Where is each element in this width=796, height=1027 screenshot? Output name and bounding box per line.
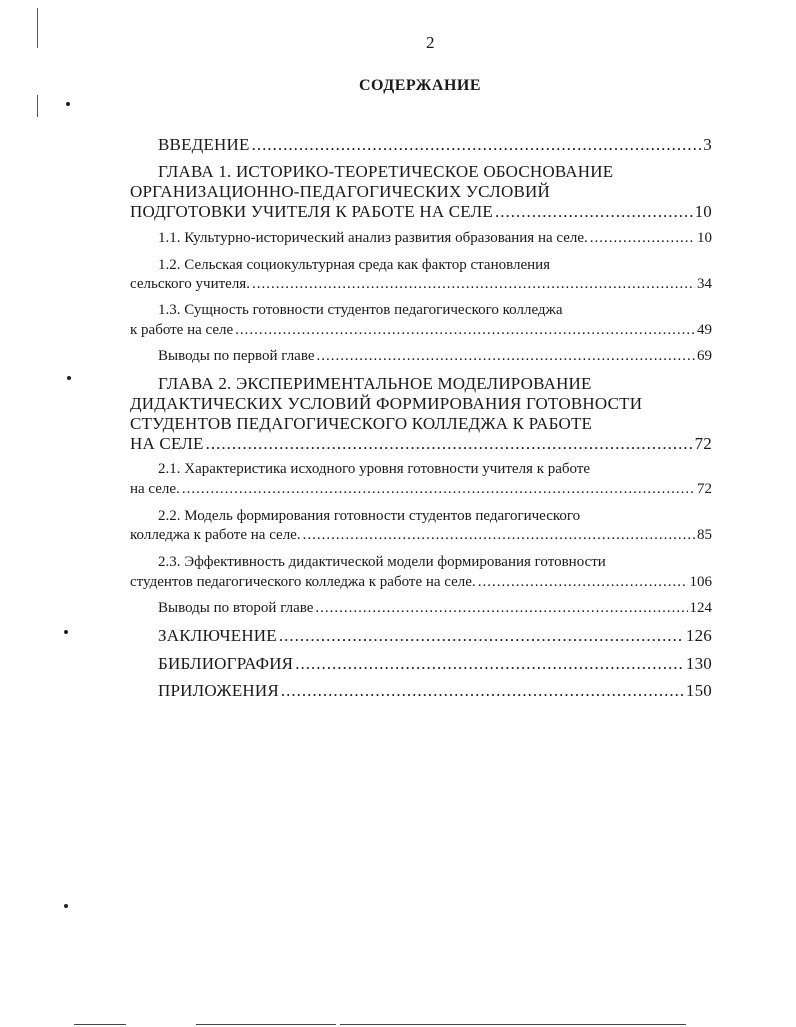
binding-hole-mark [64,630,68,634]
page-title: СОДЕРЖАНИЕ [358,77,482,94]
toc-entry-chapter-2-line-2: ДИДАКТИЧЕСКИХ УСЛОВИЙ ФОРМИРОВАНИЯ ГОТОВНОСТИ [130,394,643,413]
dot-leader [303,527,695,544]
toc-entry-page: 85 [697,527,712,543]
scan-edge-mark [74,1024,126,1025]
toc-entry-conclusion [158,626,712,646]
dot-leader [478,574,688,591]
dot-leader [495,202,693,222]
toc-entry-label: колледжа к работе на селе. [130,527,301,543]
dot-leader [279,626,684,646]
toc-entry-2-2-line-1: 2.2. Модель формирования готовности студентов педагогического [158,508,581,524]
toc-entry-1-3-line-1: 1.3. Сущность готовности студентов педагогического колледжа [158,302,563,318]
toc-entry-2-3-line-1: 2.3. Эффективность дидактической модели формирования готовности [158,554,606,570]
dot-leader [590,230,695,247]
toc-entry-label: студентов педагогического колледжа к работе на селе. [130,574,476,590]
dot-leader [252,276,695,293]
toc-entry-label: ЗАКЛЮЧЕНИЕ [158,626,277,645]
toc-entry-label: БИБЛИОГРАФИЯ [158,654,294,673]
toc-entry-page: 126 [685,626,712,645]
toc-entry-appendices [158,681,712,701]
toc-entry-page: 150 [685,681,712,700]
toc-entry-page: 34 [697,276,712,292]
page-number: 2 [426,33,435,52]
scan-edge-mark [37,8,38,48]
toc-entry-page: 72 [697,481,712,497]
toc-entry-1-1 [158,230,712,247]
toc-entry-chapter-2-line-3: СТУДЕНТОВ ПЕДАГОГИЧЕСКОГО КОЛЛЕДЖА К РАБОТЕ [130,414,593,433]
dot-leader [252,135,702,155]
toc-entry-label: Выводы по первой главе [158,348,315,364]
toc-entry-label: сельского учителя. [130,276,250,292]
dot-leader [235,322,695,339]
toc-entry-label: ВВЕДЕНИЕ [158,135,250,154]
toc-entry-page: 49 [697,322,712,338]
toc-entry-page: 106 [689,574,712,590]
dot-leader [206,434,693,454]
dot-leader [182,481,695,498]
toc-entry-1-3 [130,322,712,339]
toc-entry-chapter-1-line-2: ОРГАНИЗАЦИОННО-ПЕДАГОГИЧЕСКИХ УСЛОВИЙ [130,182,550,201]
toc-entry-label: НА СЕЛЕ [130,434,204,453]
dot-leader [281,681,684,701]
toc-entry-2-1 [130,481,712,498]
toc-entry-conclusions-1 [158,348,712,365]
toc-entry-chapter-1 [130,202,712,222]
toc-entry-2-1-line-1: 2.1. Характеристика исходного уровня готовности учителя к работе [158,461,591,477]
toc-entry-page: 10 [697,230,712,246]
toc-entry-chapter-2-line-1: ГЛАВА 2. ЭКСПЕРИМЕНТАЛЬНОЕ МОДЕЛИРОВАНИЕ [158,374,592,393]
toc-entry-page: 3 [703,135,712,154]
toc-entry-1-2-line-1: 1.2. Сельская социокультурная среда как фактор становления [158,257,551,273]
binding-hole-mark [64,904,68,908]
toc-entry-chapter-2 [130,434,712,454]
scan-edge-mark [196,1024,336,1025]
toc-entry-page: 69 [697,348,712,364]
toc-entry-page: 72 [694,434,712,453]
toc-entry-label: ПРИЛОЖЕНИЯ [158,681,279,700]
scan-edge-mark [340,1024,686,1025]
scan-edge-mark [37,95,38,117]
toc-entry-label: ПОДГОТОВКИ УЧИТЕЛЯ К РАБОТЕ НА СЕЛЕ [130,202,493,221]
toc-entry-page: 10 [694,202,712,221]
dot-leader [317,348,696,365]
toc-entry-page: 130 [685,654,712,673]
toc-entry-introduction [158,135,712,155]
toc-entry-2-2 [130,527,712,544]
toc-entry-chapter-1-line-1: ГЛАВА 1. ИСТОРИКО-ТЕОРЕТИЧЕСКОЕ ОБОСНОВАНИЕ [158,162,614,181]
toc-entry-2-3 [130,574,712,591]
toc-entry-page: 124 [689,600,712,616]
binding-hole-mark [66,102,70,106]
toc-entry-label: на селе. [130,481,180,497]
binding-hole-mark [67,376,71,380]
dot-leader [295,654,684,674]
toc-entry-label: Выводы по второй главе [158,600,314,616]
toc-entry-1-2 [130,276,712,293]
dot-leader [315,600,687,617]
toc-entry-label: 1.1. Культурно-исторический анализ развития образования на селе. [158,230,588,246]
toc-entry-conclusions-2 [158,600,712,617]
toc-entry-label: к работе на селе [130,322,234,338]
toc-entry-bibliography [158,654,712,674]
